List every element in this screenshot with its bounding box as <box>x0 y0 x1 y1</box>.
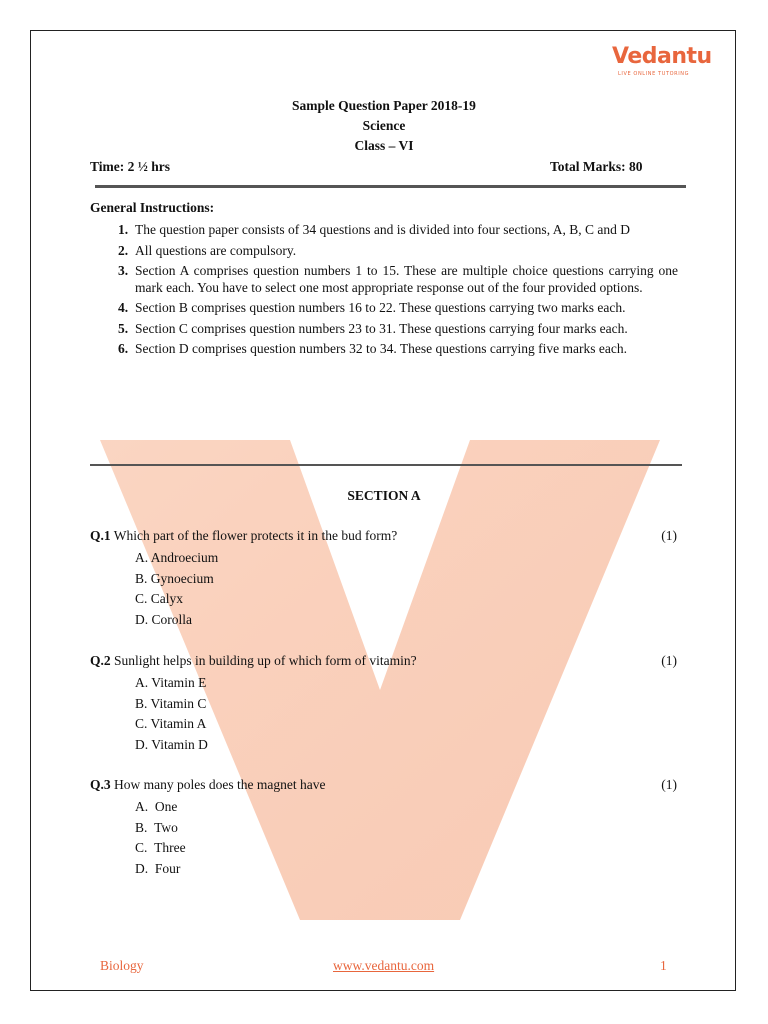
logo-wordmark: Vedantu <box>612 44 712 69</box>
footer-subject: Biology <box>100 958 144 973</box>
footer-link-text[interactable]: www.vedantu.com <box>333 958 435 973</box>
instruction-number: 5. <box>118 320 129 336</box>
total-marks-label: Total Marks: 80 <box>550 159 643 174</box>
answer-option: B. Gynoecium <box>135 570 214 586</box>
instruction-text: All questions are compulsory. <box>135 242 297 258</box>
instruction-item <box>90 300 690 317</box>
instruction-number: 2. <box>118 242 129 258</box>
question-number: Q.3 <box>90 777 111 792</box>
question-3 <box>90 777 680 879</box>
question-marks: (1) <box>661 777 677 792</box>
answer-option: D. Corolla <box>135 611 192 627</box>
instruction-item <box>90 321 690 338</box>
instruction-text: Section D comprises question numbers 32 to 34. These questions carrying five marks each. <box>135 341 628 356</box>
question-text: How many poles does the magnet have <box>114 777 326 792</box>
footer-website-link[interactable] <box>333 958 434 974</box>
instruction-number: 6. <box>118 341 129 356</box>
instruction-text: Section A comprises question numbers 1 to 15. These are multiple choice questions carrying one mark each. You have to select one most appropriate response out of the four provided options. <box>135 263 678 295</box>
answer-option: B. Vitamin C <box>135 695 207 711</box>
instruction-text: Section C comprises question numbers 23 to 31. These questions carrying four marks each. <box>135 320 628 336</box>
question-number: Q.1 <box>90 528 111 543</box>
answer-option: C. Vitamin A <box>135 716 207 731</box>
answer-option: B. Two <box>135 819 178 835</box>
question-text: Which part of the flower protects it in the bud form? <box>113 528 398 543</box>
section-a-heading: SECTION A <box>347 488 421 503</box>
paper-title: Sample Question Paper 2018-19 <box>292 98 476 113</box>
answer-option: C. Three <box>135 840 186 855</box>
class-title: Class – VI <box>354 138 414 153</box>
question-number: Q.2 <box>90 653 111 668</box>
instruction-text: Section B comprises question numbers 16 to 22. These questions carrying two marks each. <box>135 300 626 315</box>
question-stem <box>90 528 680 548</box>
instructions-divider <box>90 464 682 466</box>
answer-option: A. Vitamin E <box>135 675 207 690</box>
general-instructions <box>90 200 690 362</box>
question-marks: (1) <box>661 528 677 543</box>
instruction-item <box>90 341 690 358</box>
answer-option: A. One <box>135 799 178 814</box>
instruction-item <box>90 263 690 296</box>
instruction-number: 4. <box>118 300 129 315</box>
question-marks: (1) <box>661 653 677 668</box>
instruction-text: The question paper consists of 34 questions and is divided into four sections, A, B, C and D <box>135 222 630 237</box>
instruction-number: 3. <box>118 263 129 278</box>
time-label: Time: 2 ½ hrs <box>90 159 170 174</box>
vedantu-logo <box>612 44 712 78</box>
answer-option: A. Androecium <box>135 550 219 565</box>
answer-option: D. Vitamin D <box>135 736 208 752</box>
instructions-list <box>90 222 690 358</box>
instruction-number: 1. <box>118 222 129 237</box>
logo-tagline: LIVE ONLINE TUTORING <box>618 71 690 77</box>
question-2 <box>90 653 680 755</box>
question-stem <box>90 653 680 673</box>
question-stem <box>90 777 680 797</box>
question-1 <box>90 528 680 630</box>
answer-option: C. Calyx <box>135 591 184 606</box>
answer-option: D. Four <box>135 860 181 876</box>
header-divider <box>95 185 686 188</box>
subject-title: Science <box>362 118 406 133</box>
footer-page-number: 1 <box>660 958 667 973</box>
question-text: Sunlight helps in building up of which form of vitamin? <box>114 653 417 668</box>
instructions-heading: General Instructions: <box>90 200 215 215</box>
instruction-item <box>90 243 690 260</box>
instruction-item <box>90 222 690 239</box>
